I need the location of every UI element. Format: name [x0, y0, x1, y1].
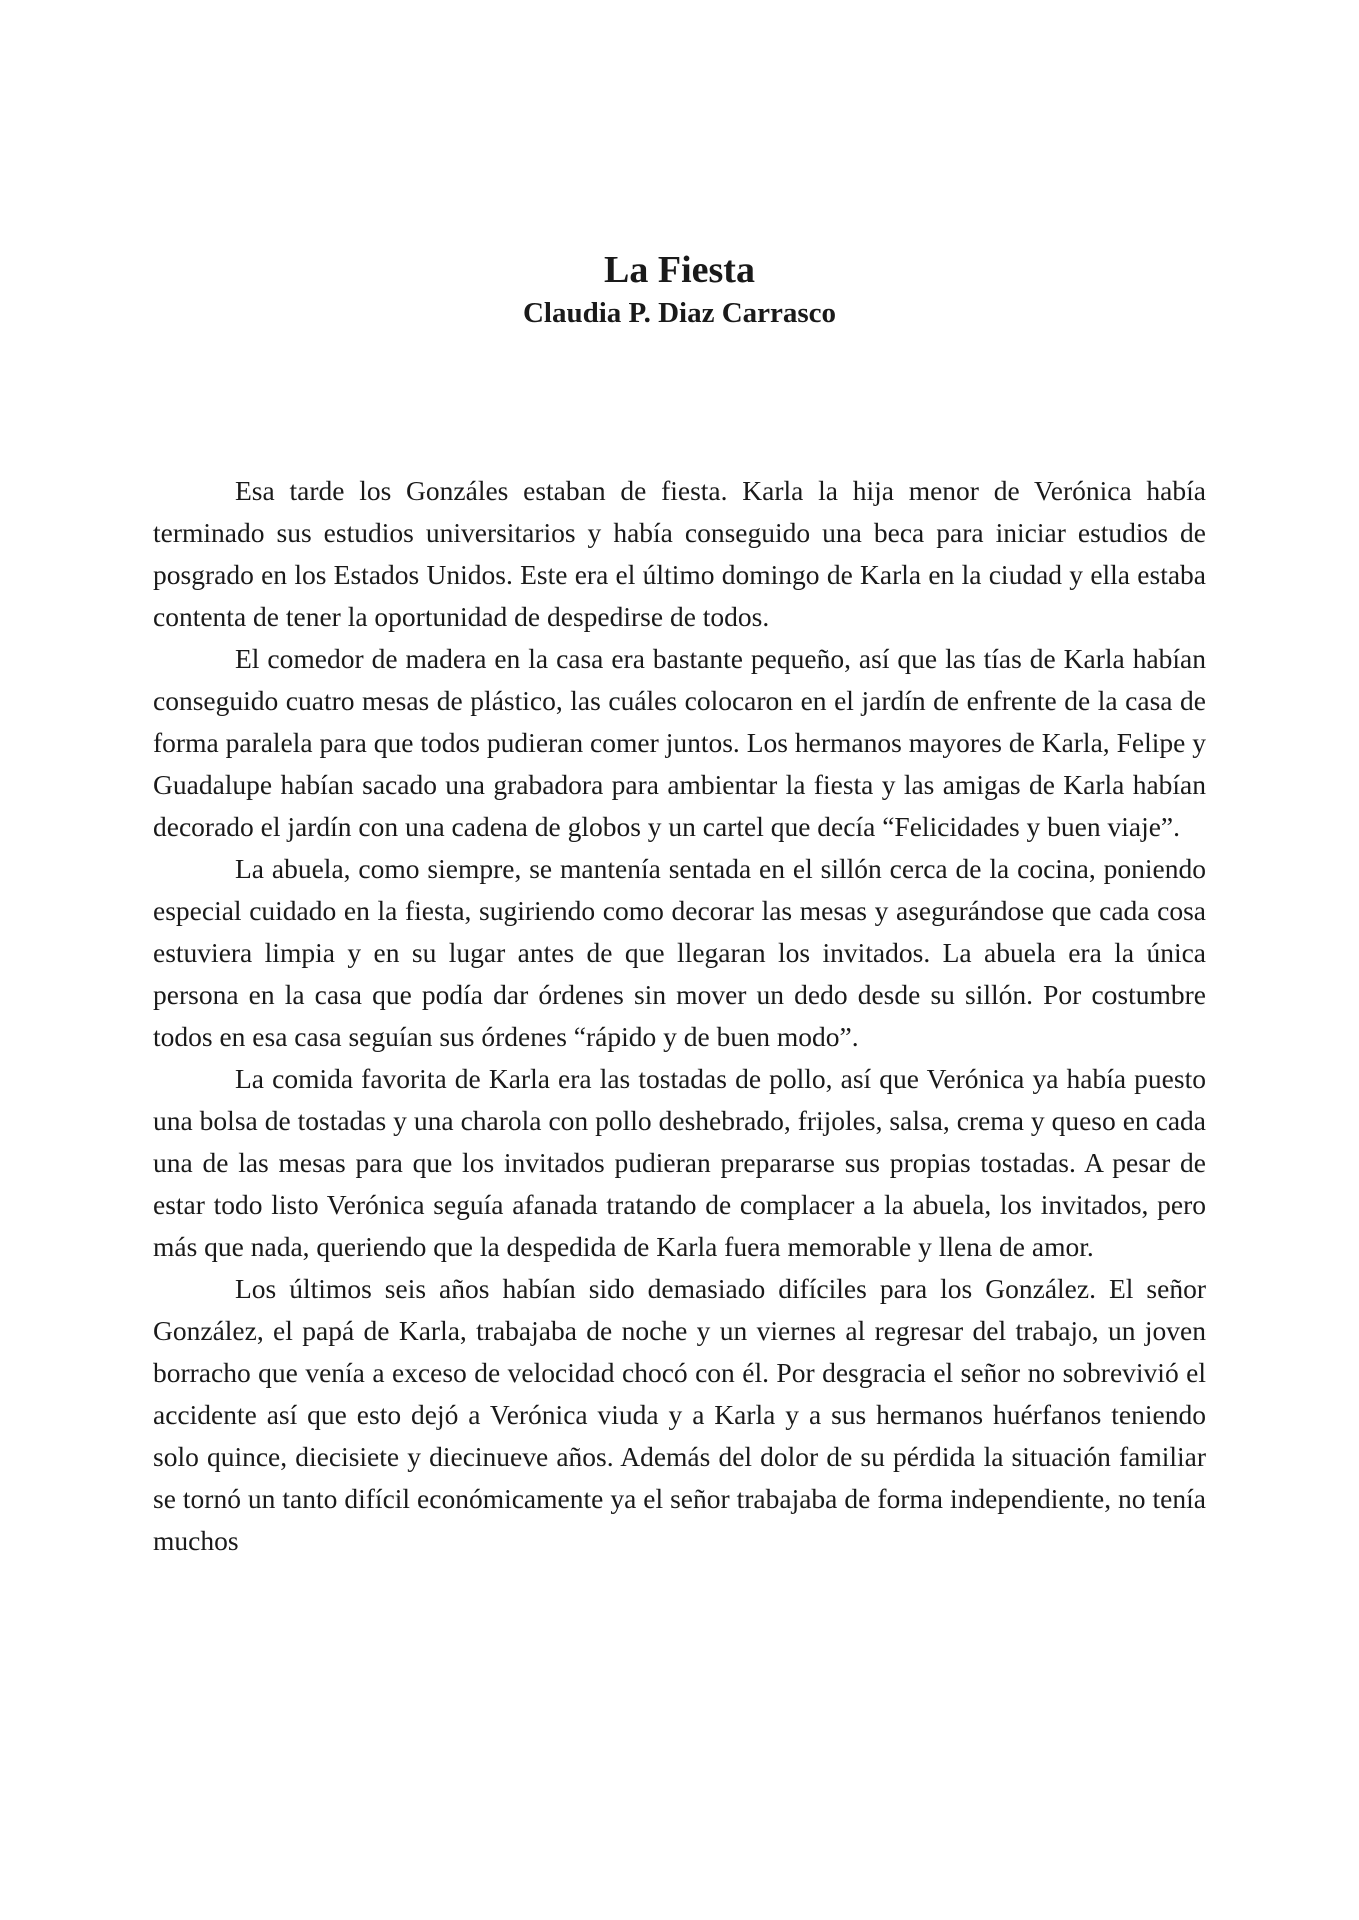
paragraph: El comedor de madera en la casa era bastante pequeño, así que las tías de Karla habían conseguido cuatro mesas de plástico, las cuáles colocaron en el jardín de enfrente de la casa de forma paralela para que todos pudieran comer juntos. Los hermanos mayores de Karla, Felipe y Guadalupe habían sacado una grabadora para ambientar la fiesta y las amigas de Karla habían decorado el jardín con una cadena de globos y un cartel que decía “Felicidades y buen viaje”. — [153, 643, 1206, 842]
document-body — [153, 470, 1206, 1562]
paragraph: Esa tarde los Gonzáles estaban de fiesta. Karla la hija menor de Verónica había terminado sus estudios universitarios y había conseguido una beca para iniciar estudios de posgrado en los Estados Unidos. Este era el último domingo de Karla en la ciudad y ella estaba contenta de tener la oportunidad de despedirse de todos. — [153, 475, 1206, 632]
document-author: Claudia P. Diaz Carrasco — [522, 297, 837, 329]
paragraph: La comida favorita de Karla era las tostadas de pollo, así que Verónica ya había puesto una bolsa de tostadas y una charola con pollo deshebrado, frijoles, salsa, crema y queso en cada una de las mesas para que los invitados pudieran prepararse sus propias tostadas. A pesar de estar todo listo Verónica seguía afanada tratando de complacer a la abuela, los invitados, pero más que nada, queriendo que la despedida de Karla fuera memorable y llena de amor. — [153, 1063, 1206, 1262]
paragraph: Los últimos seis años habían sido demasiado difíciles para los González. El señor González, el papá de Karla, trabajaba de noche y un viernes al regresar del trabajo, un joven borracho que venía a exceso de velocidad chocó con él. Por desgracia el señor no sobrevivió el accidente así que esto dejó a Verónica viuda y a Karla y a sus hermanos huérfanos teniendo solo quince, diecisiete y diecinueve años. Además del dolor de su pérdida la situación familiar se tornó un tanto difícil económicamente ya el señor trabajaba de forma independiente, no tenía muchos — [153, 1273, 1206, 1556]
document-header — [0, 246, 1359, 332]
document-title: La Fiesta — [604, 249, 755, 291]
paragraph: La abuela, como siempre, se mantenía sentada en el sillón cerca de la cocina, poniendo especial cuidado en la fiesta, sugiriendo como decorar las mesas y asegurándose que cada cosa estuviera limpia y en su lugar antes de que llegaran los invitados. La abuela era la única persona en la casa que podía dar órdenes sin mover un dedo desde su sillón. Por costumbre todos en esa casa seguían sus órdenes “rápido y de buen modo”. — [153, 853, 1206, 1052]
